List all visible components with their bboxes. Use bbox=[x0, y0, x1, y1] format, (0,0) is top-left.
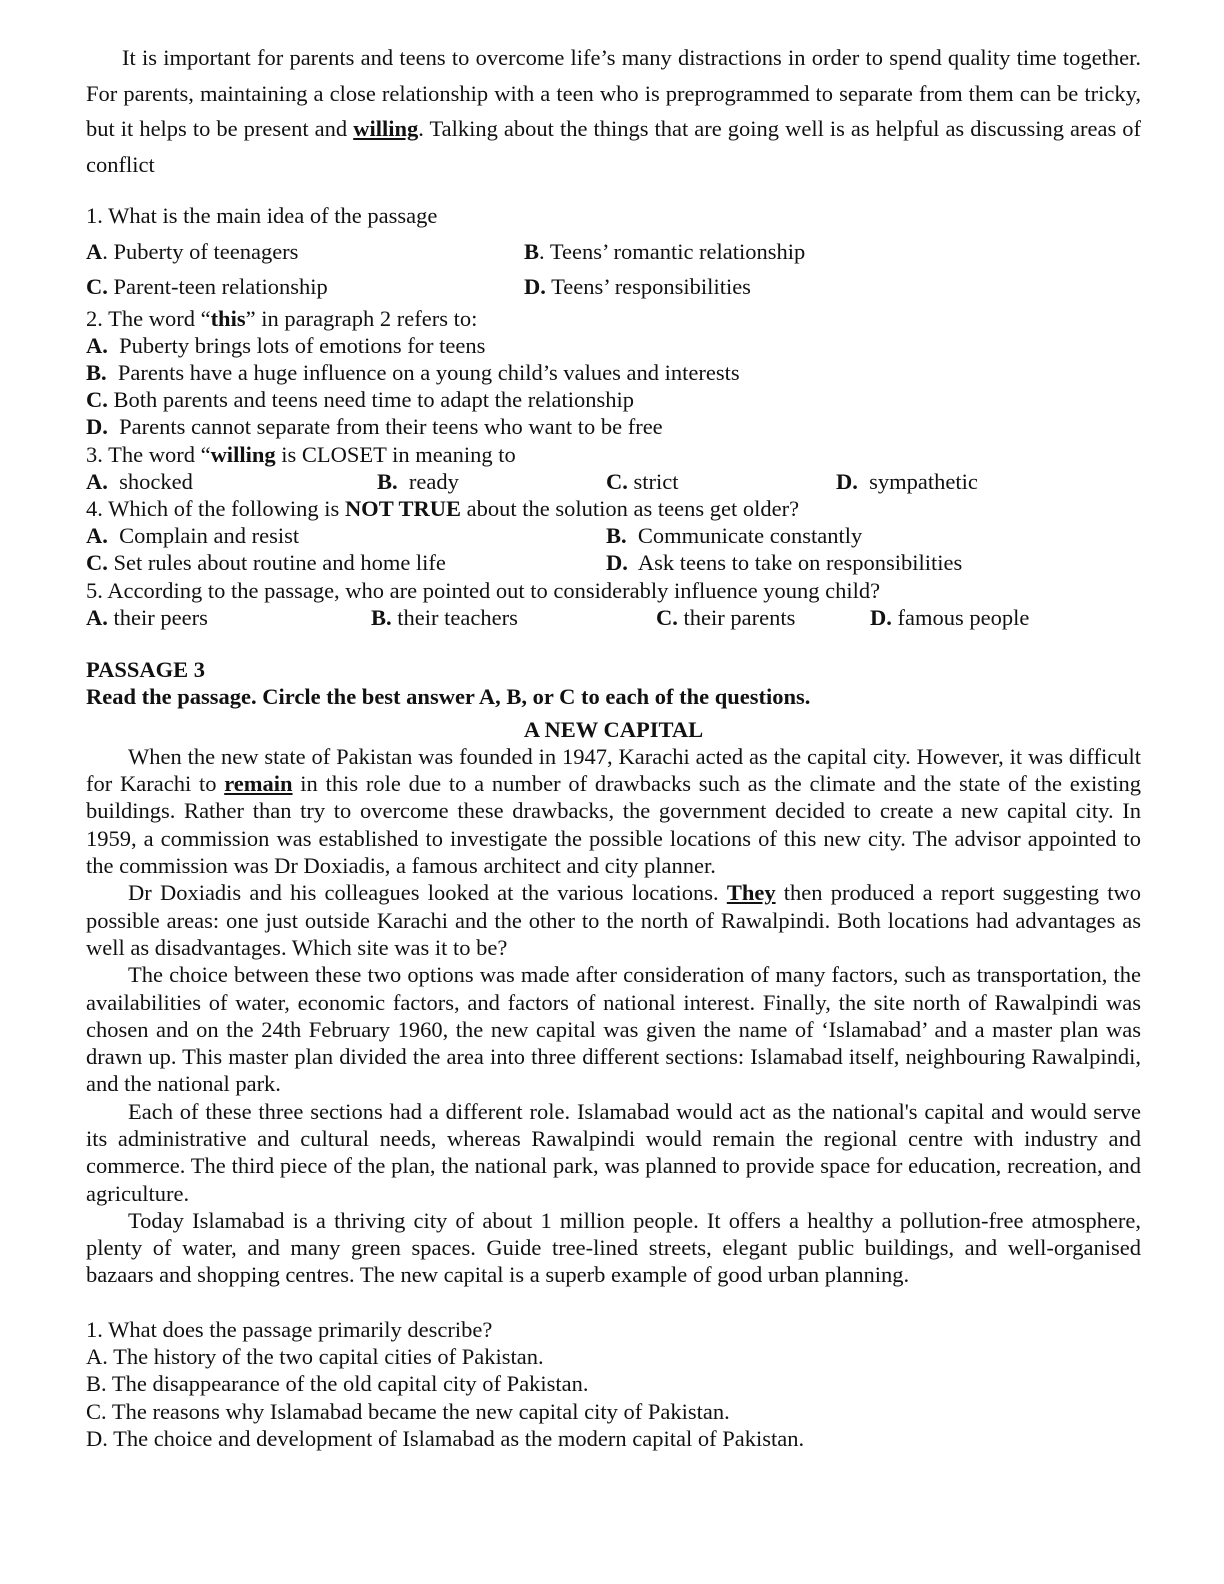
option-a: A. Complain and resist bbox=[86, 523, 300, 549]
underlined-word-willing: willing bbox=[353, 116, 419, 141]
spacer bbox=[86, 182, 1141, 198]
option-b: B. their teachers bbox=[371, 604, 518, 630]
passage3-paragraph-3: The choice between these two options was made after consideration of many factors, such as transportation, the availabilities of water, economic factors, and factors of national interest. Finally, the site north of Rawalpindi was chosen and on the 24th February 1960, the new capital was given the name of ‘Islamabad’ and a master plan was drawn up. This master plan divided the area into three different sections: Islamabad itself, neighbouring Rawalpindi, and the national park. bbox=[86, 962, 1141, 1097]
passage3-paragraph-1: When the new state of Pakistan was founded in 1947, Karachi acted as the capital city. However, it was difficult for Karachi to remain in this role due to a number of drawbacks such as the climate and the state of the existing buildings. Rather than try to overcome these drawbacks, the government decided to create a new capital city. In 1959, a commission was established to investigate the possible locations of this new city. The advisor appointed to the commission was Dr Doxiadis, a famous architect and city planner. bbox=[86, 743, 1141, 879]
option-b: B. ready bbox=[377, 468, 459, 494]
option-d: D. sympathetic bbox=[836, 468, 978, 494]
option-c: C. The reasons why Islamabad became the new capital city of Pakistan. bbox=[86, 1398, 730, 1424]
option-c: C. Both parents and teens need time to adapt the relationship bbox=[86, 387, 634, 413]
option-b: B. The disappearance of the old capital city of Pakistan. bbox=[86, 1371, 589, 1397]
option-a: A. shocked bbox=[86, 468, 193, 494]
option-a: A. Puberty brings lots of emotions for teens bbox=[86, 332, 486, 358]
option-row bbox=[86, 234, 1141, 270]
option-d: D. Ask teens to take on responsibilities bbox=[606, 550, 963, 576]
option-c: C. strict bbox=[606, 468, 679, 494]
option-row bbox=[86, 549, 1141, 576]
question-5-stem: 5. According to the passage, who are pointed out to considerably influence young child? bbox=[86, 577, 881, 603]
option-row bbox=[86, 522, 1141, 549]
option-row bbox=[86, 269, 1141, 305]
passage2-paragraph: It is important for parents and teens to overcome life’s many distractions in order to spend quality time together. For parents, maintaining a close relationship with a teen who is preprogrammed to separate from them can be tricky, but it helps to be present and willing. Talking about the things that are going well is as helpful as discussing areas of conflict bbox=[86, 45, 1141, 177]
question-4-stem: 4. Which of the following is NOT TRUE about the solution as teens get older? bbox=[86, 495, 800, 521]
questions-2-5 bbox=[86, 305, 1141, 631]
option-d: D. Teens’ responsibilities bbox=[524, 274, 751, 299]
spacer bbox=[86, 631, 1141, 656]
option-a: A. their peers bbox=[86, 604, 208, 630]
question-stem: 1. What is the main idea of the passage bbox=[86, 203, 438, 228]
passage-instruction: Read the passage. Circle the best answer A, B, or C to each of the questions. bbox=[86, 684, 811, 710]
option-d: D. famous people bbox=[870, 604, 1030, 630]
option-a: A. The history of the two capital cities of Pakistan. bbox=[86, 1344, 544, 1370]
option-c: C. Parent-teen relationship bbox=[86, 274, 328, 299]
option-c: C. Set rules about routine and home life bbox=[86, 550, 446, 576]
underlined-word-remain: remain bbox=[224, 771, 293, 797]
option-d: D. The choice and development of Islamabad as the modern capital of Pakistan. bbox=[86, 1425, 805, 1451]
passage-title: A NEW CAPITAL bbox=[523, 716, 704, 742]
question-stem: 1. What does the passage primarily describe? bbox=[86, 1316, 493, 1342]
question-1 bbox=[86, 198, 1141, 305]
option-b: B. Communicate constantly bbox=[606, 523, 863, 549]
spacer bbox=[86, 1289, 1141, 1316]
option-a: A. Puberty of teenagers bbox=[86, 238, 299, 264]
passage3-paragraph-4: Each of these three sections had a different role. Islamabad would act as the national's capital and would serve its administrative and cultural needs, whereas Rawalpindi would remain the regional centre with industry and commerce. The third piece of the plan, the national park, was planned to provide space for education, recreation, and agriculture. bbox=[86, 1098, 1141, 1206]
passage3 bbox=[86, 656, 1141, 1452]
option-row bbox=[86, 604, 1141, 631]
question-2-stem: 2. The word “this” in paragraph 2 refers to: bbox=[86, 305, 478, 331]
option-b: B. Parents have a huge influence on a young child’s values and interests bbox=[86, 359, 740, 385]
passage3-question-1 bbox=[86, 1316, 1141, 1452]
underlined-word-they: They bbox=[726, 880, 776, 906]
question-3-stem: 3. The word “willing is CLOSET in meaning to bbox=[86, 441, 516, 467]
option-d: D. Parents cannot separate from their teens who want to be free bbox=[86, 414, 663, 440]
document-page bbox=[86, 40, 1141, 1452]
option-c: C. their parents bbox=[656, 604, 796, 630]
option-b: B. Teens’ romantic relationship bbox=[524, 238, 806, 264]
passage3-paragraph-5: Today Islamabad is a thriving city of about 1 million people. It offers a healthy a pollution-free atmosphere, plenty of water, and many green spaces. Guide tree-lined streets, elegant public buildings, and well-organised bazaars and shopping centres. The new capital is a superb example of good urban planning. bbox=[86, 1207, 1141, 1288]
passage3-paragraph-2: Dr Doxiadis and his colleagues looked at the various locations. They then produced a report suggesting two possible areas: one just outside Karachi and the other to the north of Rawalpindi. Both locations had advantages as well as disadvantages. Which site was it to be? bbox=[86, 880, 1141, 960]
passage-heading: PASSAGE 3 bbox=[86, 656, 205, 682]
option-row bbox=[86, 468, 1141, 495]
